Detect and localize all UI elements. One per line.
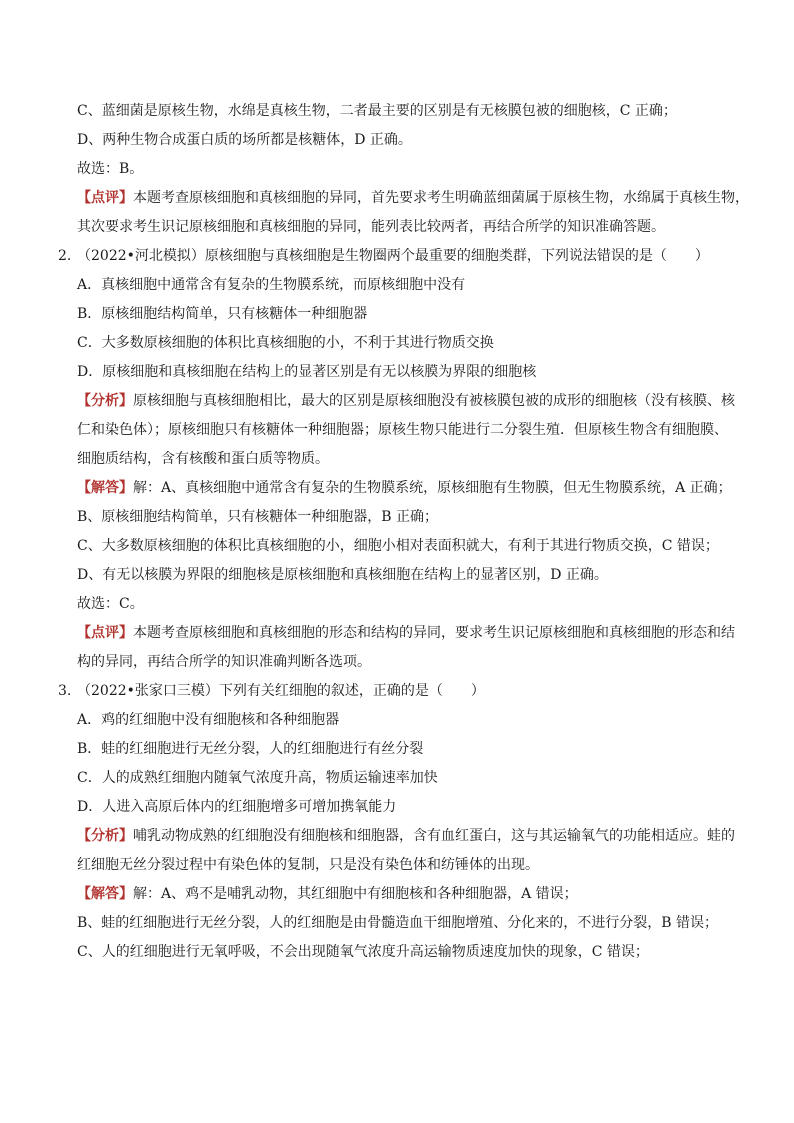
q2-solution-line-2: B、原核细胞结构简单，只有核糖体一种细胞器，B 正确； (77, 509, 439, 525)
q3-analysis-line-2: 红细胞无丝分裂过程中有染色体的复制，只是没有染色体和纺锤体的出现。 (77, 857, 539, 873)
q2-analysis-line-3: 细胞质结构，含有核酸和蛋白质等物质。 (77, 451, 329, 467)
q2-number: 2. (58, 248, 72, 264)
q3-analysis-line-1: 【分析】哺乳动物成熟的红细胞没有细胞核和细胞器，含有血红蛋白，这与其运输氧气的功能相适应。蛙的 (77, 828, 735, 844)
q3-option-b: B．蛙的红细胞进行无丝分裂，人的红细胞进行有丝分裂 (77, 741, 424, 757)
q3-stem: 3. （2022•张家口三模）下列有关红细胞的叙述，正确的是（ ） (77, 678, 737, 704)
review-tag: 【点评】 (77, 190, 133, 206)
analysis-tag: 【分析】 (77, 393, 133, 409)
q2-analysis-line-2: 仁和染色体）；原核细胞只有核糖体一种细胞器；原核生物只能进行二分裂生殖．但原核生物含有细胞膜、 (77, 422, 728, 438)
q2-review-line-1: 【点评】本题考查原核细胞和真核细胞的形态和结构的异同，要求考生识记原核细胞和真核细胞的形态和结 (77, 625, 735, 641)
analysis-tag: 【分析】 (77, 828, 133, 844)
q1-option-c-explanation: C、蓝细菌是原核生物，水绵是真核生物，二者最主要的区别是有无核膜包被的细胞核，C 正确； (77, 103, 677, 119)
q2-solution-line-4: D、有无以核膜为界限的细胞核是原核细胞和真核细胞在结构上的显著区别，D 正确。 (77, 567, 608, 583)
q1-answer: 故选：B。 (77, 161, 144, 177)
q1-review-line-1: 【点评】本题考查原核细胞和真核细胞的异同，首先要求考生明确蓝细菌属于原核生物，水绵属于真核生物， (77, 190, 749, 206)
q3-option-c: C．人的成熟红细胞内随氧气浓度升高，物质运输速率加快 (77, 770, 438, 786)
q2-solution-line-3: C、大多数原核细胞的体积比真核细胞的小，细胞小相对表面积就大，有利于其进行物质交换，C 错误； (77, 538, 719, 554)
q1-option-d-explanation: D、两种生物合成蛋白质的场所都是核糖体，D 正确。 (77, 132, 412, 148)
q2-solution-line-1: 【解答】解：A、真核细胞中通常含有复杂的生物膜系统，原核细胞有生物膜，但无生物膜系统，A 正确； (77, 480, 732, 496)
q3-solution-line-2: B、蛙的红细胞进行无丝分裂，人的红细胞是由骨髓造血干细胞增殖、分化来的，不进行分裂，B 错误； (77, 915, 719, 931)
q3-solution-line-3: C、人的红细胞进行无氧呼吸，不会出现随氧气浓度升高运输物质速度加快的现象，C 错误； (77, 944, 649, 960)
solution-tag: 【解答】 (77, 480, 133, 496)
q2-analysis-line-1: 【分析】原核细胞与真核细胞相比，最大的区别是原核细胞没有被核膜包被的成形的细胞核（没有核膜、核 (77, 393, 735, 409)
q3-option-d: D．人进入高原后体内的红细胞增多可增加携氧能力 (77, 799, 397, 815)
q3-option-a: A．鸡的红细胞中没有细胞核和各种细胞器 (77, 712, 340, 728)
q2-option-b: B．原核细胞结构简单，只有核糖体一种细胞器 (77, 306, 368, 322)
q3-solution-line-1: 【解答】解：A、鸡不是哺乳动物，其红细胞中有细胞核和各种细胞器，A 错误； (77, 886, 578, 902)
solution-tag: 【解答】 (77, 886, 133, 902)
q2-option-d: D．原核细胞和真核细胞在结构上的显著区别是有无以核膜为界限的细胞核 (77, 364, 537, 380)
q1-review-line-2: 其次要求考生识记原核细胞和真核细胞的异同，能列表比较两者，再结合所学的知识准确答题。 (77, 219, 665, 235)
q2-option-c: C．大多数原核细胞的体积比真核细胞的小，不利于其进行物质交换 (77, 335, 494, 351)
page-content (58, 98, 749, 968)
q2-answer: 故选：C。 (77, 596, 144, 612)
q3-number: 3. (58, 683, 72, 699)
q2-review-line-2: 构的异同，再结合所学的知识准确判断各选项。 (77, 654, 371, 670)
q2-option-a: A．真核细胞中通常含有复杂的生物膜系统，而原核细胞中没有 (77, 277, 466, 293)
q2-stem: 2. （2022•河北模拟）原核细胞与真核细胞是生物圈两个最重要的细胞类群，下列说法错误的是（ ） (77, 243, 737, 269)
review-tag: 【点评】 (77, 625, 133, 641)
